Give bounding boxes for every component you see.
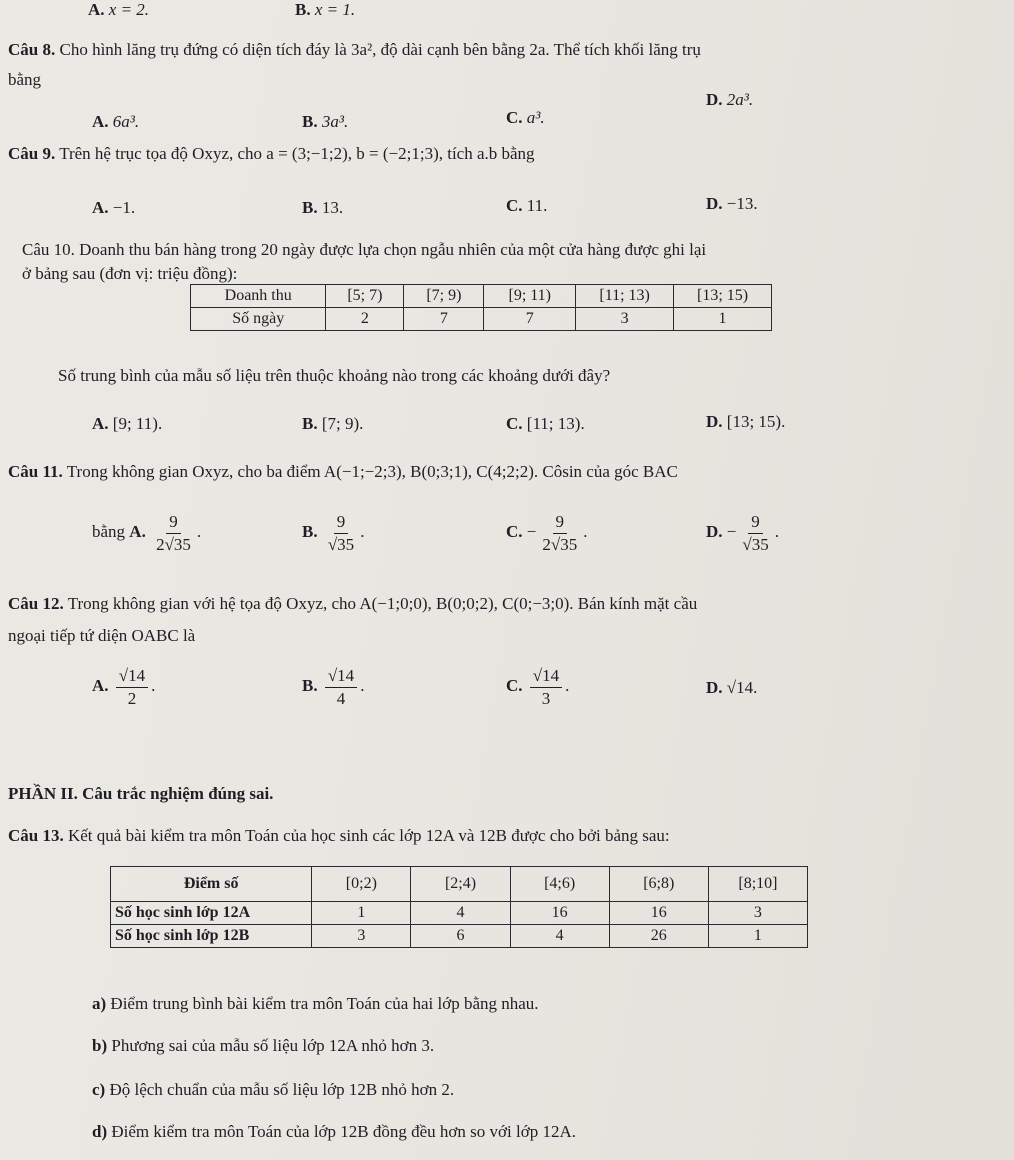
question-text: Kết quả bài kiểm tra môn Toán của học sinh các lớp 12A và 12B được cho bởi bảng sau:: [67, 826, 670, 845]
q8-option-a: [92, 112, 139, 132]
option-text: [13; 15).: [726, 412, 786, 431]
question-label: Câu 9.: [8, 144, 56, 163]
option-label: C.: [506, 521, 523, 541]
q11-option-b: B. $\frac{9}{√35}$ .: [302, 512, 365, 554]
question-10-prompt: Số trung bình của mẫu số liệu trên thuộc khoảng nào trong các khoảng dưới đây?: [58, 366, 611, 385]
question-10: [22, 240, 706, 260]
option-label: A.: [92, 414, 109, 433]
q9-option-c: [506, 196, 547, 216]
q11-option-a: bằng A. $\frac{9}{2√35}$ .: [92, 512, 202, 554]
table-cell: 3: [576, 308, 674, 331]
fraction: [739, 512, 771, 554]
fraction-numerator: √14: [530, 666, 562, 688]
table-cell: 6: [411, 925, 510, 948]
table-cell: 1: [312, 902, 411, 925]
fraction-denominator: √35: [742, 534, 769, 554]
option-text: −13.: [726, 194, 758, 213]
option-label: B.: [302, 521, 318, 541]
option-label: D.: [706, 412, 723, 431]
option-text: x = 1.: [314, 0, 356, 19]
table-cell: 26: [609, 925, 708, 948]
q8-option-c: [506, 108, 545, 128]
question-label: Câu 10.: [22, 240, 75, 259]
table-cell: Số học sinh lớp 12A: [111, 902, 312, 925]
fraction-denominator: 3: [541, 688, 551, 708]
statement-label: b): [92, 1036, 108, 1055]
table-row: [111, 902, 808, 925]
option-label: B.: [302, 112, 318, 131]
table-cell: Số học sinh lớp 12B: [111, 925, 312, 948]
option-text: [9; 11).: [112, 414, 163, 433]
question-8: [8, 40, 701, 60]
q10-option-b: [302, 414, 363, 434]
fraction-numerator: 9: [553, 512, 568, 534]
table-cell: Số ngày: [191, 308, 326, 331]
fraction-numerator: √14: [116, 666, 148, 688]
fraction-numerator: 9: [166, 512, 181, 534]
fraction: [325, 512, 357, 554]
option-text: [11; 13).: [526, 414, 585, 433]
option-label: A.: [92, 675, 109, 695]
fraction-numerator: 9: [748, 512, 763, 534]
question-text: Trong không gian với hệ tọa độ Oxyz, cho A(−1;0;0), B(0;0;2), C(0;−3;0). Bán kính mặt cầu: [67, 594, 698, 613]
question-13: [8, 826, 670, 846]
option-text: 11.: [526, 196, 548, 215]
option-label: A.: [88, 0, 105, 19]
table-header-cell: [4;6): [510, 867, 609, 902]
option-text: 13.: [321, 198, 344, 217]
top-option-b: [295, 0, 355, 20]
table-cell: 16: [609, 902, 708, 925]
fraction: [153, 512, 194, 554]
fraction: [116, 666, 148, 708]
question-12: [8, 594, 697, 614]
option-sign: −: [526, 521, 537, 541]
table-header-cell: [6;8): [609, 867, 708, 902]
q9-option-d: [706, 194, 758, 214]
option-text: [7; 9).: [321, 414, 364, 433]
statement-text: Điểm kiểm tra môn Toán của lớp 12B đồng đều hơn so với lớp 12A.: [111, 1122, 576, 1141]
fraction: [539, 512, 580, 554]
table-header-cell: [2;4): [411, 867, 510, 902]
option-label: D.: [706, 521, 723, 541]
table-cell: 7: [484, 308, 576, 331]
q8-option-d: [706, 90, 753, 110]
scores-table: [110, 866, 808, 948]
statement-b: [92, 1036, 434, 1056]
table-cell: 3: [708, 902, 807, 925]
table-cell: 16: [510, 902, 609, 925]
q12-option-d: [706, 678, 757, 698]
part-2-title: PHẦN II. Câu trắc nghiệm đúng sai.: [8, 784, 274, 803]
question-text: Trên hệ trục tọa độ Oxyz, cho a = (3;−1;2), b = (−2;1;3), tích a.b bằng: [59, 144, 535, 163]
statement-label: a): [92, 994, 107, 1013]
statement-text: Phương sai của mẫu số liệu lớp 12A nhỏ hơn 3.: [111, 1036, 435, 1055]
option-label: D.: [706, 678, 723, 697]
question-text: Cho hình lăng trụ đứng có diện tích đáy là 3a², độ dài cạnh bên bằng 2a. Thể tích khối lăng trụ: [59, 40, 701, 59]
option-text: 2a³.: [726, 90, 754, 109]
option-text: a³.: [526, 108, 545, 127]
q12-option-a: A. $\frac{√14}{2}$ .: [92, 666, 156, 708]
table-cell: 7: [404, 308, 484, 331]
q10-option-d: [706, 412, 785, 432]
question-text: Doanh thu bán hàng trong 20 ngày được lựa chọn ngẫu nhiên của một cửa hàng được ghi lại: [79, 240, 707, 259]
fraction-denominator: 2: [127, 688, 137, 708]
statement-label: c): [92, 1080, 106, 1099]
fraction-denominator: √35: [327, 534, 355, 554]
option-label: A.: [129, 521, 146, 541]
statement-c: [92, 1080, 454, 1100]
option-label: A.: [92, 112, 109, 131]
revenue-table: [190, 284, 772, 331]
q9-option-b: [302, 198, 343, 218]
option-label: C.: [506, 414, 523, 433]
question-10-cont: ở bảng sau (đơn vị: triệu đồng):: [22, 264, 238, 283]
q12-option-b: B. $\frac{√14}{4}$ .: [302, 666, 365, 708]
table-cell: [9; 11): [484, 285, 576, 308]
table-cell: 1: [674, 308, 772, 331]
table-row: [191, 308, 772, 331]
question-11: [8, 462, 678, 482]
table-row: [111, 925, 808, 948]
table-header-cell: [0;2): [312, 867, 411, 902]
option-text: −1.: [112, 198, 136, 217]
table-row: [191, 285, 772, 308]
option-sign: −: [726, 521, 737, 541]
table-cell: 4: [411, 902, 510, 925]
option-text: 6a³.: [112, 112, 140, 131]
fraction: [530, 666, 562, 708]
question-label: Câu 8.: [8, 40, 56, 59]
table-cell: [7; 9): [404, 285, 484, 308]
question-text: Trong không gian Oxyz, cho ba điểm A(−1;−2;3), B(0;3;1), C(4;2;2). Côsin của góc BAC: [66, 462, 678, 481]
table-header-cell: Điểm số: [111, 867, 312, 902]
question-label: Câu 11.: [8, 462, 63, 481]
q9-option-a: [92, 198, 135, 218]
table-cell: [11; 13): [576, 285, 674, 308]
fraction-numerator: √14: [325, 666, 357, 688]
question-label: Câu 12.: [8, 594, 64, 613]
question-12-cont: ngoại tiếp tứ diện OABC là: [8, 626, 196, 645]
option-label: C.: [506, 675, 523, 695]
fraction-numerator: 9: [334, 512, 349, 534]
table-cell: [13; 15): [674, 285, 772, 308]
table-cell: 3: [312, 925, 411, 948]
table-cell: 1: [708, 925, 807, 948]
fraction-denominator: 2√35: [156, 534, 191, 554]
question-8-cont: bằng: [8, 70, 42, 89]
option-label: B.: [302, 414, 318, 433]
question-label: Câu 13.: [8, 826, 64, 845]
table-cell: Doanh thu: [191, 285, 326, 308]
top-option-a: [88, 0, 149, 20]
statement-label: d): [92, 1122, 108, 1141]
table-header-cell: [8;10]: [708, 867, 807, 902]
option-label: B.: [302, 675, 318, 695]
option-label: B.: [295, 0, 311, 19]
q10-option-a: [92, 414, 162, 434]
fraction-denominator: 2√35: [542, 534, 578, 554]
question-9: [8, 144, 535, 164]
option-label: C.: [506, 196, 523, 215]
table-cell: 2: [326, 308, 404, 331]
option-text: x = 2.: [108, 0, 150, 19]
q10-option-c: [506, 414, 585, 434]
q12-option-c: C. $\frac{√14}{3}$ .: [506, 666, 570, 708]
table-cell: [5; 7): [326, 285, 404, 308]
option-label: C.: [506, 108, 523, 127]
option-label: D.: [706, 90, 723, 109]
statement-d: [92, 1122, 576, 1142]
statement-a: [92, 994, 539, 1014]
fraction: [325, 666, 357, 708]
table-row: [111, 867, 808, 902]
statement-text: Điểm trung bình bài kiểm tra môn Toán của hai lớp bằng nhau.: [110, 994, 539, 1013]
option-lead-text: bằng: [92, 521, 126, 541]
option-label: D.: [706, 194, 723, 213]
statement-text: Độ lệch chuẩn của mẫu số liệu lớp 12B nhỏ hơn 2.: [109, 1080, 455, 1099]
q11-option-c: C. − $\frac{9}{2√35}$ .: [506, 512, 588, 554]
q8-option-b: [302, 112, 348, 132]
option-label: B.: [302, 198, 318, 217]
fraction-denominator: 4: [336, 688, 346, 708]
table-cell: 4: [510, 925, 609, 948]
option-text: √14.: [726, 678, 758, 697]
option-text: 3a³.: [321, 112, 349, 131]
option-label: A.: [92, 198, 109, 217]
q11-option-d: D. − $\frac{9}{√35}$ .: [706, 512, 779, 554]
